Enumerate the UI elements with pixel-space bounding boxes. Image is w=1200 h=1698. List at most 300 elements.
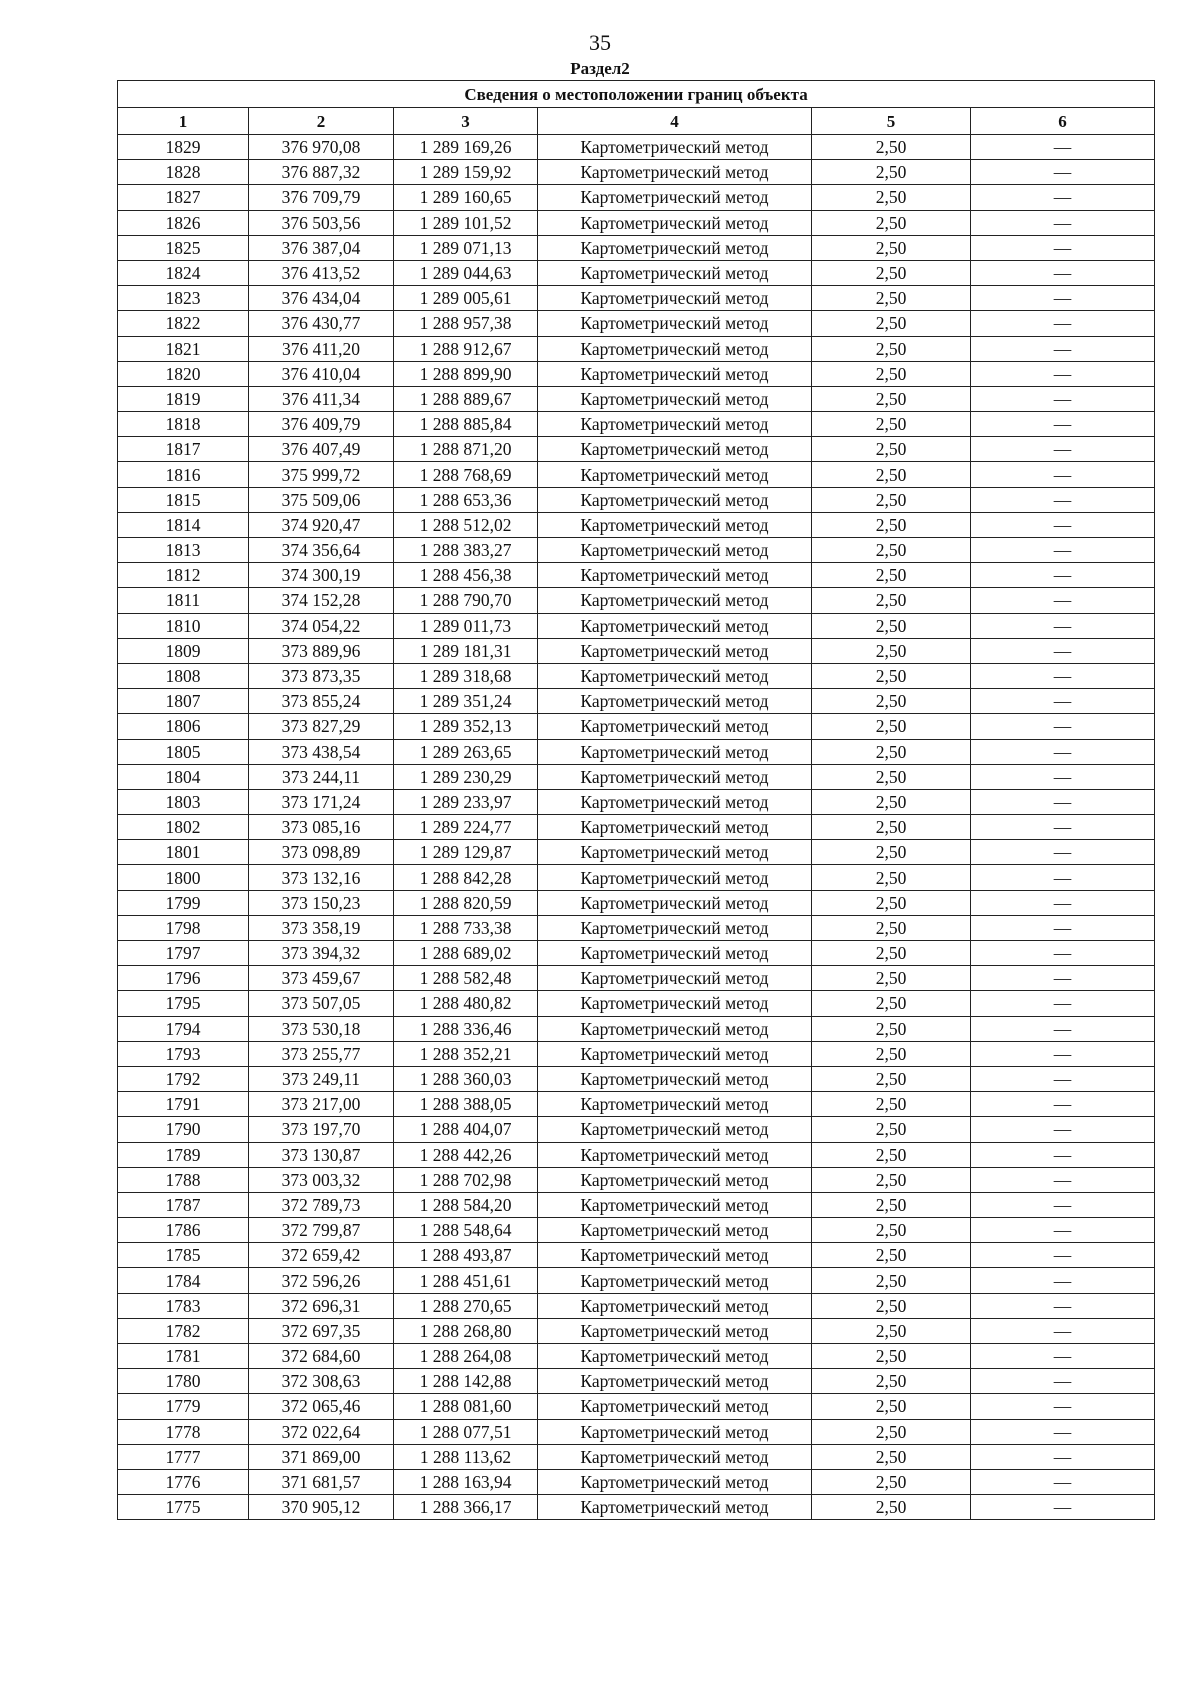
y-coordinate-cell: 1 288 456,38 xyxy=(394,563,538,588)
point-number-cell: 1806 xyxy=(118,714,249,739)
x-coordinate-cell: 371 869,00 xyxy=(249,1444,394,1469)
table-row xyxy=(118,638,1155,663)
table-row xyxy=(118,739,1155,764)
table-row xyxy=(118,1218,1155,1243)
x-coordinate-cell: 374 054,22 xyxy=(249,613,394,638)
x-coordinate-cell: 372 697,35 xyxy=(249,1318,394,1343)
y-coordinate-cell: 1 288 912,67 xyxy=(394,336,538,361)
note-cell: — xyxy=(971,1318,1155,1343)
accuracy-cell: 2,50 xyxy=(812,1293,971,1318)
method-cell: Картометрический метод xyxy=(538,462,812,487)
point-number-cell: 1808 xyxy=(118,663,249,688)
y-coordinate-cell: 1 288 113,62 xyxy=(394,1444,538,1469)
accuracy-cell: 2,50 xyxy=(812,185,971,210)
y-coordinate-cell: 1 288 842,28 xyxy=(394,865,538,890)
x-coordinate-cell: 373 003,32 xyxy=(249,1167,394,1192)
x-coordinate-cell: 376 709,79 xyxy=(249,185,394,210)
note-cell: — xyxy=(971,286,1155,311)
point-number-cell: 1776 xyxy=(118,1469,249,1494)
point-number-cell: 1809 xyxy=(118,638,249,663)
table-row xyxy=(118,1394,1155,1419)
accuracy-cell: 2,50 xyxy=(812,941,971,966)
note-cell: — xyxy=(971,613,1155,638)
point-number-cell: 1782 xyxy=(118,1318,249,1343)
table-row xyxy=(118,437,1155,462)
method-cell: Картометрический метод xyxy=(538,1469,812,1494)
method-cell: Картометрический метод xyxy=(538,991,812,1016)
x-coordinate-cell: 376 887,32 xyxy=(249,160,394,185)
point-number-cell: 1812 xyxy=(118,563,249,588)
point-number-cell: 1823 xyxy=(118,286,249,311)
table-row xyxy=(118,412,1155,437)
note-cell: — xyxy=(971,1469,1155,1494)
table-row xyxy=(118,311,1155,336)
point-number-cell: 1811 xyxy=(118,588,249,613)
point-number-cell: 1828 xyxy=(118,160,249,185)
x-coordinate-cell: 376 970,08 xyxy=(249,135,394,160)
accuracy-cell: 2,50 xyxy=(812,260,971,285)
method-cell: Картометрический метод xyxy=(538,663,812,688)
column-number-row xyxy=(118,108,1155,135)
y-coordinate-cell: 1 288 790,70 xyxy=(394,588,538,613)
note-cell: — xyxy=(971,1419,1155,1444)
point-number-cell: 1786 xyxy=(118,1218,249,1243)
x-coordinate-cell: 376 503,56 xyxy=(249,210,394,235)
x-coordinate-cell: 373 459,67 xyxy=(249,966,394,991)
table-row xyxy=(118,361,1155,386)
point-number-cell: 1777 xyxy=(118,1444,249,1469)
note-cell: — xyxy=(971,1444,1155,1469)
x-coordinate-cell: 371 681,57 xyxy=(249,1469,394,1494)
method-cell: Картометрический метод xyxy=(538,437,812,462)
method-cell: Картометрический метод xyxy=(538,1041,812,1066)
point-number-cell: 1801 xyxy=(118,840,249,865)
point-number-cell: 1796 xyxy=(118,966,249,991)
column-header-1: 1 xyxy=(118,108,249,135)
point-number-cell: 1781 xyxy=(118,1344,249,1369)
table-row xyxy=(118,689,1155,714)
method-cell: Картометрический метод xyxy=(538,412,812,437)
x-coordinate-cell: 376 430,77 xyxy=(249,311,394,336)
method-cell: Картометрический метод xyxy=(538,739,812,764)
y-coordinate-cell: 1 288 480,82 xyxy=(394,991,538,1016)
y-coordinate-cell: 1 288 268,80 xyxy=(394,1318,538,1343)
y-coordinate-cell: 1 288 871,20 xyxy=(394,437,538,462)
method-cell: Картометрический метод xyxy=(538,1142,812,1167)
accuracy-cell: 2,50 xyxy=(812,1167,971,1192)
column-header-6: 6 xyxy=(971,108,1155,135)
y-coordinate-cell: 1 289 159,92 xyxy=(394,160,538,185)
note-cell: — xyxy=(971,764,1155,789)
point-number-cell: 1813 xyxy=(118,538,249,563)
point-number-cell: 1815 xyxy=(118,487,249,512)
x-coordinate-cell: 372 789,73 xyxy=(249,1192,394,1217)
x-coordinate-cell: 372 659,42 xyxy=(249,1243,394,1268)
note-cell: — xyxy=(971,1344,1155,1369)
x-coordinate-cell: 375 509,06 xyxy=(249,487,394,512)
table-row xyxy=(118,1318,1155,1343)
accuracy-cell: 2,50 xyxy=(812,462,971,487)
note-cell: — xyxy=(971,538,1155,563)
accuracy-cell: 2,50 xyxy=(812,1469,971,1494)
method-cell: Картометрический метод xyxy=(538,386,812,411)
table-row xyxy=(118,1268,1155,1293)
method-cell: Картометрический метод xyxy=(538,185,812,210)
method-cell: Картометрический метод xyxy=(538,966,812,991)
point-number-cell: 1785 xyxy=(118,1243,249,1268)
accuracy-cell: 2,50 xyxy=(812,386,971,411)
accuracy-cell: 2,50 xyxy=(812,286,971,311)
y-coordinate-cell: 1 288 548,64 xyxy=(394,1218,538,1243)
page-number: 35 xyxy=(589,30,611,55)
method-cell: Картометрический метод xyxy=(538,260,812,285)
table-row xyxy=(118,815,1155,840)
note-cell: — xyxy=(971,260,1155,285)
x-coordinate-cell: 373 394,32 xyxy=(249,941,394,966)
y-coordinate-cell: 1 288 584,20 xyxy=(394,1192,538,1217)
point-number-cell: 1827 xyxy=(118,185,249,210)
note-cell: — xyxy=(971,487,1155,512)
method-cell: Картометрический метод xyxy=(538,638,812,663)
note-cell: — xyxy=(971,361,1155,386)
note-cell: — xyxy=(971,865,1155,890)
x-coordinate-cell: 376 413,52 xyxy=(249,260,394,285)
x-coordinate-cell: 374 356,64 xyxy=(249,538,394,563)
accuracy-cell: 2,50 xyxy=(812,336,971,361)
y-coordinate-cell: 1 289 071,13 xyxy=(394,235,538,260)
note-cell: — xyxy=(971,638,1155,663)
accuracy-cell: 2,50 xyxy=(812,437,971,462)
table-row xyxy=(118,991,1155,1016)
method-cell: Картометрический метод xyxy=(538,487,812,512)
point-number-cell: 1802 xyxy=(118,815,249,840)
method-cell: Картометрический метод xyxy=(538,1066,812,1091)
x-coordinate-cell: 374 152,28 xyxy=(249,588,394,613)
method-cell: Картометрический метод xyxy=(538,613,812,638)
point-number-cell: 1787 xyxy=(118,1192,249,1217)
method-cell: Картометрический метод xyxy=(538,890,812,915)
note-cell: — xyxy=(971,840,1155,865)
note-cell: — xyxy=(971,1218,1155,1243)
point-number-cell: 1807 xyxy=(118,689,249,714)
accuracy-cell: 2,50 xyxy=(812,538,971,563)
method-cell: Картометрический метод xyxy=(538,1344,812,1369)
y-coordinate-cell: 1 289 352,13 xyxy=(394,714,538,739)
method-cell: Картометрический метод xyxy=(538,865,812,890)
table-row xyxy=(118,1495,1155,1520)
point-number-cell: 1822 xyxy=(118,311,249,336)
table-row xyxy=(118,1419,1155,1444)
method-cell: Картометрический метод xyxy=(538,714,812,739)
method-cell: Картометрический метод xyxy=(538,311,812,336)
y-coordinate-cell: 1 289 181,31 xyxy=(394,638,538,663)
table-row xyxy=(118,613,1155,638)
accuracy-cell: 2,50 xyxy=(812,714,971,739)
x-coordinate-cell: 372 065,46 xyxy=(249,1394,394,1419)
note-cell: — xyxy=(971,789,1155,814)
accuracy-cell: 2,50 xyxy=(812,789,971,814)
accuracy-cell: 2,50 xyxy=(812,1444,971,1469)
y-coordinate-cell: 1 288 493,87 xyxy=(394,1243,538,1268)
table-caption-row xyxy=(118,81,1155,108)
method-cell: Картометрический метод xyxy=(538,210,812,235)
x-coordinate-cell: 375 999,72 xyxy=(249,462,394,487)
y-coordinate-cell: 1 289 005,61 xyxy=(394,286,538,311)
y-coordinate-cell: 1 288 885,84 xyxy=(394,412,538,437)
table-row xyxy=(118,512,1155,537)
note-cell: — xyxy=(971,1243,1155,1268)
accuracy-cell: 2,50 xyxy=(812,135,971,160)
table-row xyxy=(118,1016,1155,1041)
table-row xyxy=(118,915,1155,940)
y-coordinate-cell: 1 288 163,94 xyxy=(394,1469,538,1494)
table-row xyxy=(118,1344,1155,1369)
table-row xyxy=(118,1167,1155,1192)
note-cell: — xyxy=(971,1142,1155,1167)
method-cell: Картометрический метод xyxy=(538,160,812,185)
method-cell: Картометрический метод xyxy=(538,1444,812,1469)
accuracy-cell: 2,50 xyxy=(812,512,971,537)
note-cell: — xyxy=(971,386,1155,411)
table-row xyxy=(118,714,1155,739)
point-number-cell: 1783 xyxy=(118,1293,249,1318)
accuracy-cell: 2,50 xyxy=(812,1344,971,1369)
accuracy-cell: 2,50 xyxy=(812,1268,971,1293)
point-number-cell: 1824 xyxy=(118,260,249,285)
accuracy-cell: 2,50 xyxy=(812,412,971,437)
table-row xyxy=(118,865,1155,890)
x-coordinate-cell: 376 407,49 xyxy=(249,437,394,462)
method-cell: Картометрический метод xyxy=(538,588,812,613)
y-coordinate-cell: 1 288 768,69 xyxy=(394,462,538,487)
x-coordinate-cell: 373 530,18 xyxy=(249,1016,394,1041)
method-cell: Картометрический метод xyxy=(538,941,812,966)
note-cell: — xyxy=(971,235,1155,260)
x-coordinate-cell: 373 255,77 xyxy=(249,1041,394,1066)
x-coordinate-cell: 373 873,35 xyxy=(249,663,394,688)
method-cell: Картометрический метод xyxy=(538,235,812,260)
note-cell: — xyxy=(971,437,1155,462)
accuracy-cell: 2,50 xyxy=(812,613,971,638)
note-cell: — xyxy=(971,462,1155,487)
accuracy-cell: 2,50 xyxy=(812,1066,971,1091)
note-cell: — xyxy=(971,815,1155,840)
accuracy-cell: 2,50 xyxy=(812,663,971,688)
method-cell: Картометрический метод xyxy=(538,1268,812,1293)
table-row xyxy=(118,538,1155,563)
table-row xyxy=(118,286,1155,311)
note-cell: — xyxy=(971,1394,1155,1419)
table-row xyxy=(118,260,1155,285)
x-coordinate-cell: 372 799,87 xyxy=(249,1218,394,1243)
method-cell: Картометрический метод xyxy=(538,336,812,361)
column-header-3: 3 xyxy=(394,108,538,135)
y-coordinate-cell: 1 289 169,26 xyxy=(394,135,538,160)
method-cell: Картометрический метод xyxy=(538,840,812,865)
x-coordinate-cell: 373 098,89 xyxy=(249,840,394,865)
y-coordinate-cell: 1 289 011,73 xyxy=(394,613,538,638)
accuracy-cell: 2,50 xyxy=(812,210,971,235)
note-cell: — xyxy=(971,185,1155,210)
note-cell: — xyxy=(971,1066,1155,1091)
method-cell: Картометрический метод xyxy=(538,1218,812,1243)
point-number-cell: 1799 xyxy=(118,890,249,915)
accuracy-cell: 2,50 xyxy=(812,1318,971,1343)
method-cell: Картометрический метод xyxy=(538,1117,812,1142)
note-cell: — xyxy=(971,689,1155,714)
x-coordinate-cell: 373 358,19 xyxy=(249,915,394,940)
note-cell: — xyxy=(971,739,1155,764)
table-row xyxy=(118,1192,1155,1217)
method-cell: Картометрический метод xyxy=(538,512,812,537)
y-coordinate-cell: 1 288 512,02 xyxy=(394,512,538,537)
table-row xyxy=(118,1293,1155,1318)
x-coordinate-cell: 373 150,23 xyxy=(249,890,394,915)
method-cell: Картометрический метод xyxy=(538,1167,812,1192)
y-coordinate-cell: 1 289 318,68 xyxy=(394,663,538,688)
y-coordinate-cell: 1 288 077,51 xyxy=(394,1419,538,1444)
note-cell: — xyxy=(971,714,1155,739)
accuracy-cell: 2,50 xyxy=(812,739,971,764)
method-cell: Картометрический метод xyxy=(538,1243,812,1268)
method-cell: Картометрический метод xyxy=(538,915,812,940)
accuracy-cell: 2,50 xyxy=(812,638,971,663)
x-coordinate-cell: 376 409,79 xyxy=(249,412,394,437)
point-number-cell: 1829 xyxy=(118,135,249,160)
y-coordinate-cell: 1 288 582,48 xyxy=(394,966,538,991)
point-number-cell: 1790 xyxy=(118,1117,249,1142)
x-coordinate-cell: 373 085,16 xyxy=(249,815,394,840)
method-cell: Картометрический метод xyxy=(538,361,812,386)
y-coordinate-cell: 1 289 230,29 xyxy=(394,764,538,789)
accuracy-cell: 2,50 xyxy=(812,915,971,940)
y-coordinate-cell: 1 288 264,08 xyxy=(394,1344,538,1369)
note-cell: — xyxy=(971,336,1155,361)
x-coordinate-cell: 374 300,19 xyxy=(249,563,394,588)
accuracy-cell: 2,50 xyxy=(812,588,971,613)
method-cell: Картометрический метод xyxy=(538,764,812,789)
table-row xyxy=(118,1041,1155,1066)
y-coordinate-cell: 1 288 889,67 xyxy=(394,386,538,411)
point-number-cell: 1779 xyxy=(118,1394,249,1419)
accuracy-cell: 2,50 xyxy=(812,1092,971,1117)
y-coordinate-cell: 1 288 388,05 xyxy=(394,1092,538,1117)
x-coordinate-cell: 373 130,87 xyxy=(249,1142,394,1167)
method-cell: Картометрический метод xyxy=(538,1318,812,1343)
note-cell: — xyxy=(971,1369,1155,1394)
method-cell: Картометрический метод xyxy=(538,789,812,814)
y-coordinate-cell: 1 288 366,17 xyxy=(394,1495,538,1520)
accuracy-cell: 2,50 xyxy=(812,1218,971,1243)
note-cell: — xyxy=(971,563,1155,588)
x-coordinate-cell: 376 410,04 xyxy=(249,361,394,386)
method-cell: Картометрический метод xyxy=(538,1016,812,1041)
x-coordinate-cell: 373 132,16 xyxy=(249,865,394,890)
y-coordinate-cell: 1 288 142,88 xyxy=(394,1369,538,1394)
x-coordinate-cell: 376 411,20 xyxy=(249,336,394,361)
point-number-cell: 1791 xyxy=(118,1092,249,1117)
accuracy-cell: 2,50 xyxy=(812,487,971,512)
accuracy-cell: 2,50 xyxy=(812,966,971,991)
x-coordinate-cell: 370 905,12 xyxy=(249,1495,394,1520)
table-row xyxy=(118,1369,1155,1394)
column-header-4: 4 xyxy=(538,108,812,135)
point-number-cell: 1816 xyxy=(118,462,249,487)
point-number-cell: 1789 xyxy=(118,1142,249,1167)
accuracy-cell: 2,50 xyxy=(812,563,971,588)
accuracy-cell: 2,50 xyxy=(812,764,971,789)
point-number-cell: 1819 xyxy=(118,386,249,411)
note-cell: — xyxy=(971,160,1155,185)
boundary-coordinates-table xyxy=(117,80,1155,1520)
table-row xyxy=(118,966,1155,991)
y-coordinate-cell: 1 288 451,61 xyxy=(394,1268,538,1293)
point-number-cell: 1821 xyxy=(118,336,249,361)
table-row xyxy=(118,1142,1155,1167)
y-coordinate-cell: 1 288 689,02 xyxy=(394,941,538,966)
y-coordinate-cell: 1 288 653,36 xyxy=(394,487,538,512)
x-coordinate-cell: 372 596,26 xyxy=(249,1268,394,1293)
x-coordinate-cell: 373 507,05 xyxy=(249,991,394,1016)
y-coordinate-cell: 1 289 160,65 xyxy=(394,185,538,210)
accuracy-cell: 2,50 xyxy=(812,991,971,1016)
point-number-cell: 1814 xyxy=(118,512,249,537)
accuracy-cell: 2,50 xyxy=(812,1142,971,1167)
table-row xyxy=(118,941,1155,966)
method-cell: Картометрический метод xyxy=(538,286,812,311)
x-coordinate-cell: 372 684,60 xyxy=(249,1344,394,1369)
point-number-cell: 1803 xyxy=(118,789,249,814)
x-coordinate-cell: 373 889,96 xyxy=(249,638,394,663)
method-cell: Картометрический метод xyxy=(538,689,812,714)
point-number-cell: 1825 xyxy=(118,235,249,260)
y-coordinate-cell: 1 288 899,90 xyxy=(394,361,538,386)
point-number-cell: 1793 xyxy=(118,1041,249,1066)
y-coordinate-cell: 1 289 129,87 xyxy=(394,840,538,865)
section-title: Раздел2 xyxy=(570,59,630,78)
y-coordinate-cell: 1 288 820,59 xyxy=(394,890,538,915)
accuracy-cell: 2,50 xyxy=(812,1495,971,1520)
accuracy-cell: 2,50 xyxy=(812,1419,971,1444)
point-number-cell: 1798 xyxy=(118,915,249,940)
note-cell: — xyxy=(971,512,1155,537)
table-row xyxy=(118,1066,1155,1091)
x-coordinate-cell: 373 249,11 xyxy=(249,1066,394,1091)
method-cell: Картометрический метод xyxy=(538,538,812,563)
x-coordinate-cell: 373 171,24 xyxy=(249,789,394,814)
accuracy-cell: 2,50 xyxy=(812,311,971,336)
table-row xyxy=(118,1444,1155,1469)
accuracy-cell: 2,50 xyxy=(812,689,971,714)
x-coordinate-cell: 373 217,00 xyxy=(249,1092,394,1117)
method-cell: Картометрический метод xyxy=(538,1369,812,1394)
note-cell: — xyxy=(971,311,1155,336)
method-cell: Картометрический метод xyxy=(538,1092,812,1117)
accuracy-cell: 2,50 xyxy=(812,235,971,260)
y-coordinate-cell: 1 288 270,65 xyxy=(394,1293,538,1318)
x-coordinate-cell: 374 920,47 xyxy=(249,512,394,537)
y-coordinate-cell: 1 288 352,21 xyxy=(394,1041,538,1066)
point-number-cell: 1792 xyxy=(118,1066,249,1091)
table-row xyxy=(118,185,1155,210)
table-row xyxy=(118,135,1155,160)
y-coordinate-cell: 1 288 336,46 xyxy=(394,1016,538,1041)
accuracy-cell: 2,50 xyxy=(812,815,971,840)
point-number-cell: 1804 xyxy=(118,764,249,789)
note-cell: — xyxy=(971,890,1155,915)
method-cell: Картометрический метод xyxy=(538,1293,812,1318)
table-row xyxy=(118,1243,1155,1268)
